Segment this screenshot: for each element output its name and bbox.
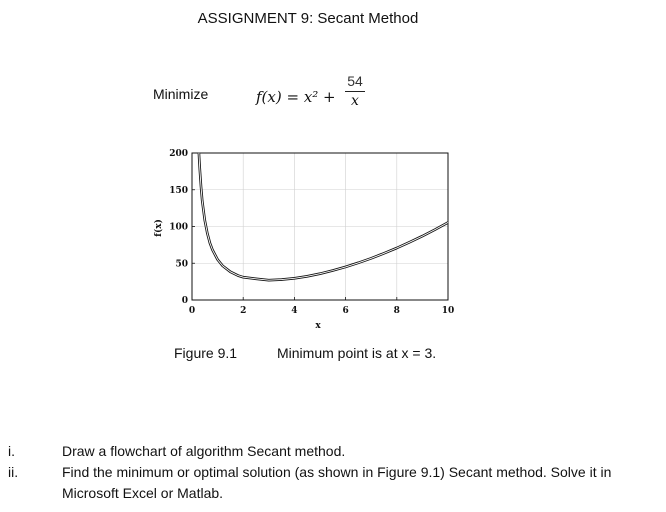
- x-tick-label: 6: [342, 306, 349, 316]
- x-tick-label: 8: [393, 306, 400, 316]
- instruction-text-2-continuation: Microsoft Excel or Matlab.: [62, 485, 224, 501]
- x-tick-label: 10: [441, 306, 455, 316]
- series-line-outer: [199, 153, 448, 280]
- formula-fraction: [345, 73, 365, 109]
- instruction-text-2: Find the minimum or optimal solution (as shown in Figure 9.1) Secant method. Solve it in: [62, 464, 612, 480]
- x-axis-label: x: [315, 321, 321, 331]
- fraction-denominator: x: [351, 93, 359, 109]
- objective-formula: f(x) = x² +: [256, 88, 336, 106]
- y-tick-label: 50: [175, 259, 188, 270]
- page-title: ASSIGNMENT 9: Secant Method: [197, 10, 419, 27]
- y-tick-label: 150: [169, 185, 188, 196]
- x-tick-label: 0: [188, 306, 196, 316]
- instruction-number-1: i.: [8, 443, 15, 459]
- series-line-inner: [199, 153, 448, 280]
- tick-labels: [169, 149, 454, 316]
- figure-caption: Minimum point is at x = 3.: [277, 345, 437, 361]
- curve-layer: [199, 153, 448, 280]
- fraction-bar: [345, 91, 365, 92]
- fraction-numerator: 54: [347, 73, 363, 89]
- y-tick-label: 200: [169, 149, 188, 159]
- figure-label: Figure 9.1: [174, 345, 238, 361]
- function-plot: [145, 140, 465, 340]
- grid-lines: [192, 153, 448, 300]
- y-tick-label: 100: [169, 222, 188, 233]
- y-tick-label: 0: [181, 296, 188, 306]
- instruction-number-2: ii.: [8, 464, 19, 480]
- x-tick-label: 4: [291, 306, 298, 316]
- minimize-label: Minimize: [153, 86, 209, 102]
- y-axis-label: f(x): [154, 219, 164, 237]
- instruction-text-1: Draw a flowchart of algorithm Secant method.: [62, 443, 346, 459]
- x-tick-label: 2: [240, 306, 247, 316]
